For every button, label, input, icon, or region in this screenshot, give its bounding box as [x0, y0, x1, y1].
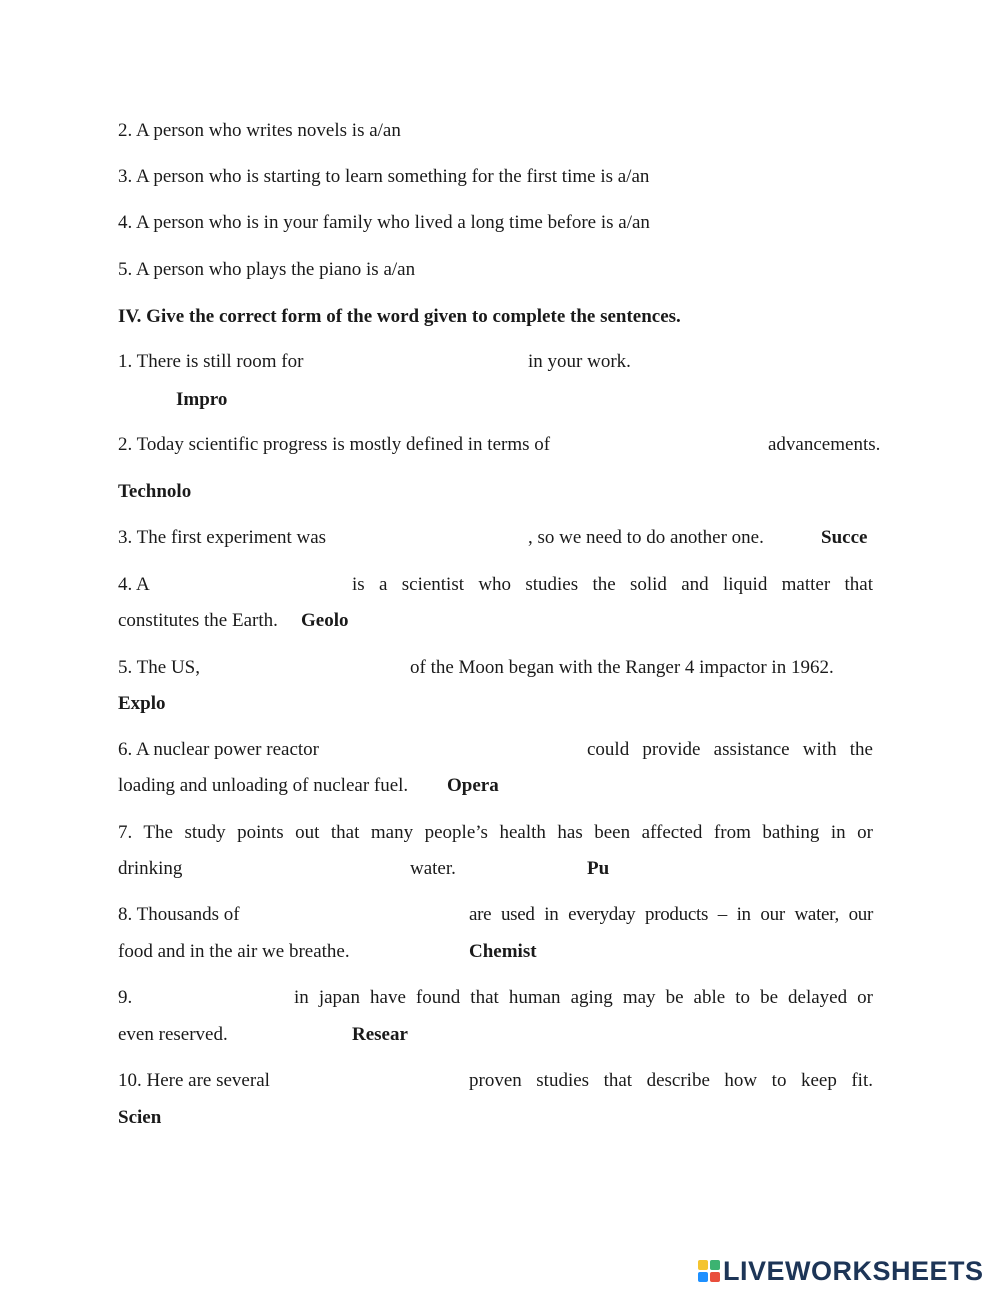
item-1-text-before: 1. There is still room for	[118, 351, 304, 372]
logo-block-1	[698, 1260, 708, 1270]
item-6-text-before: 6. A nuclear power reactor	[118, 739, 319, 760]
item-8-text-line2: food and in the air we breathe.	[118, 941, 350, 962]
item-7-text-after: water.	[410, 858, 456, 879]
item-6-text-after: could provide assistance with the	[587, 739, 873, 760]
item-1-hint: Impro	[176, 389, 228, 410]
question-line-5: 5. A person who plays the piano is a/an	[118, 259, 416, 280]
item-5-hint: Explo	[118, 693, 166, 714]
item-3-text-before: 3. The first experiment was	[118, 527, 327, 548]
item-4-text-line2: constitutes the Earth.	[118, 610, 278, 631]
item-9-hint: Resear	[352, 1024, 408, 1045]
item-6-text-line2: loading and unloading of nuclear fuel.	[118, 775, 409, 796]
question-line-2: 2. A person who writes novels is a/an	[118, 120, 401, 141]
item-3-text-after: , so we need to do another one.	[528, 527, 764, 548]
item-4-hint: Geolo	[301, 610, 349, 631]
item-10-text-before: 10. Here are several	[118, 1070, 270, 1091]
item-2-hint: Technolo	[118, 481, 192, 502]
item-10-text-after: proven studies that describe how to keep fit.	[469, 1070, 873, 1091]
item-4-text-before: 4. A	[118, 574, 150, 595]
logo-block-3	[698, 1272, 708, 1282]
logo-blocks-icon	[698, 1260, 720, 1282]
item-9-text-before: 9.	[118, 987, 133, 1008]
item-2-text-before: 2. Today scientific progress is mostly defined in terms of	[118, 434, 551, 455]
item-8-text-before: 8. Thousands of	[118, 904, 240, 925]
item-4-text-after: is a scientist who studies the solid and liquid matter that	[352, 574, 873, 595]
section-heading: IV. Give the correct form of the word given to complete the sentences.	[118, 306, 681, 327]
item-5-text-after: of the Moon began with the Ranger 4 impactor in 1962.	[410, 657, 834, 678]
logo-block-4	[710, 1272, 720, 1282]
liveworksheets-logo	[698, 1256, 984, 1286]
item-7-text-before: drinking	[118, 858, 183, 879]
item-2-text-after: advancements.	[768, 434, 881, 455]
item-7-text-line1: 7. The study points out that many people’s health has been affected from bathing in or	[118, 822, 873, 843]
item-3-hint: Succe	[821, 527, 868, 548]
item-7-hint: Pu	[587, 858, 610, 879]
question-line-3: 3. A person who is starting to learn something for the first time is a/an	[118, 166, 650, 187]
logo-block-2	[710, 1260, 720, 1270]
item-9-text-line2: even reserved.	[118, 1024, 228, 1045]
item-6-hint: Opera	[447, 775, 499, 796]
item-1-text-after: in your work.	[528, 351, 631, 372]
item-8-hint: Chemist	[469, 941, 537, 962]
logo-text: LIVEWORKSHEETS	[723, 1255, 984, 1286]
question-line-4: 4. A person who is in your family who lived a long time before is a/an	[118, 212, 650, 233]
item-8-text-after: are used in everyday products – in our water, our	[469, 904, 873, 925]
item-5-text-before: 5. The US,	[118, 657, 200, 678]
item-10-hint: Scien	[118, 1107, 162, 1128]
item-9-text-after: in japan have found that human aging may be able to be delayed or	[294, 987, 873, 1008]
